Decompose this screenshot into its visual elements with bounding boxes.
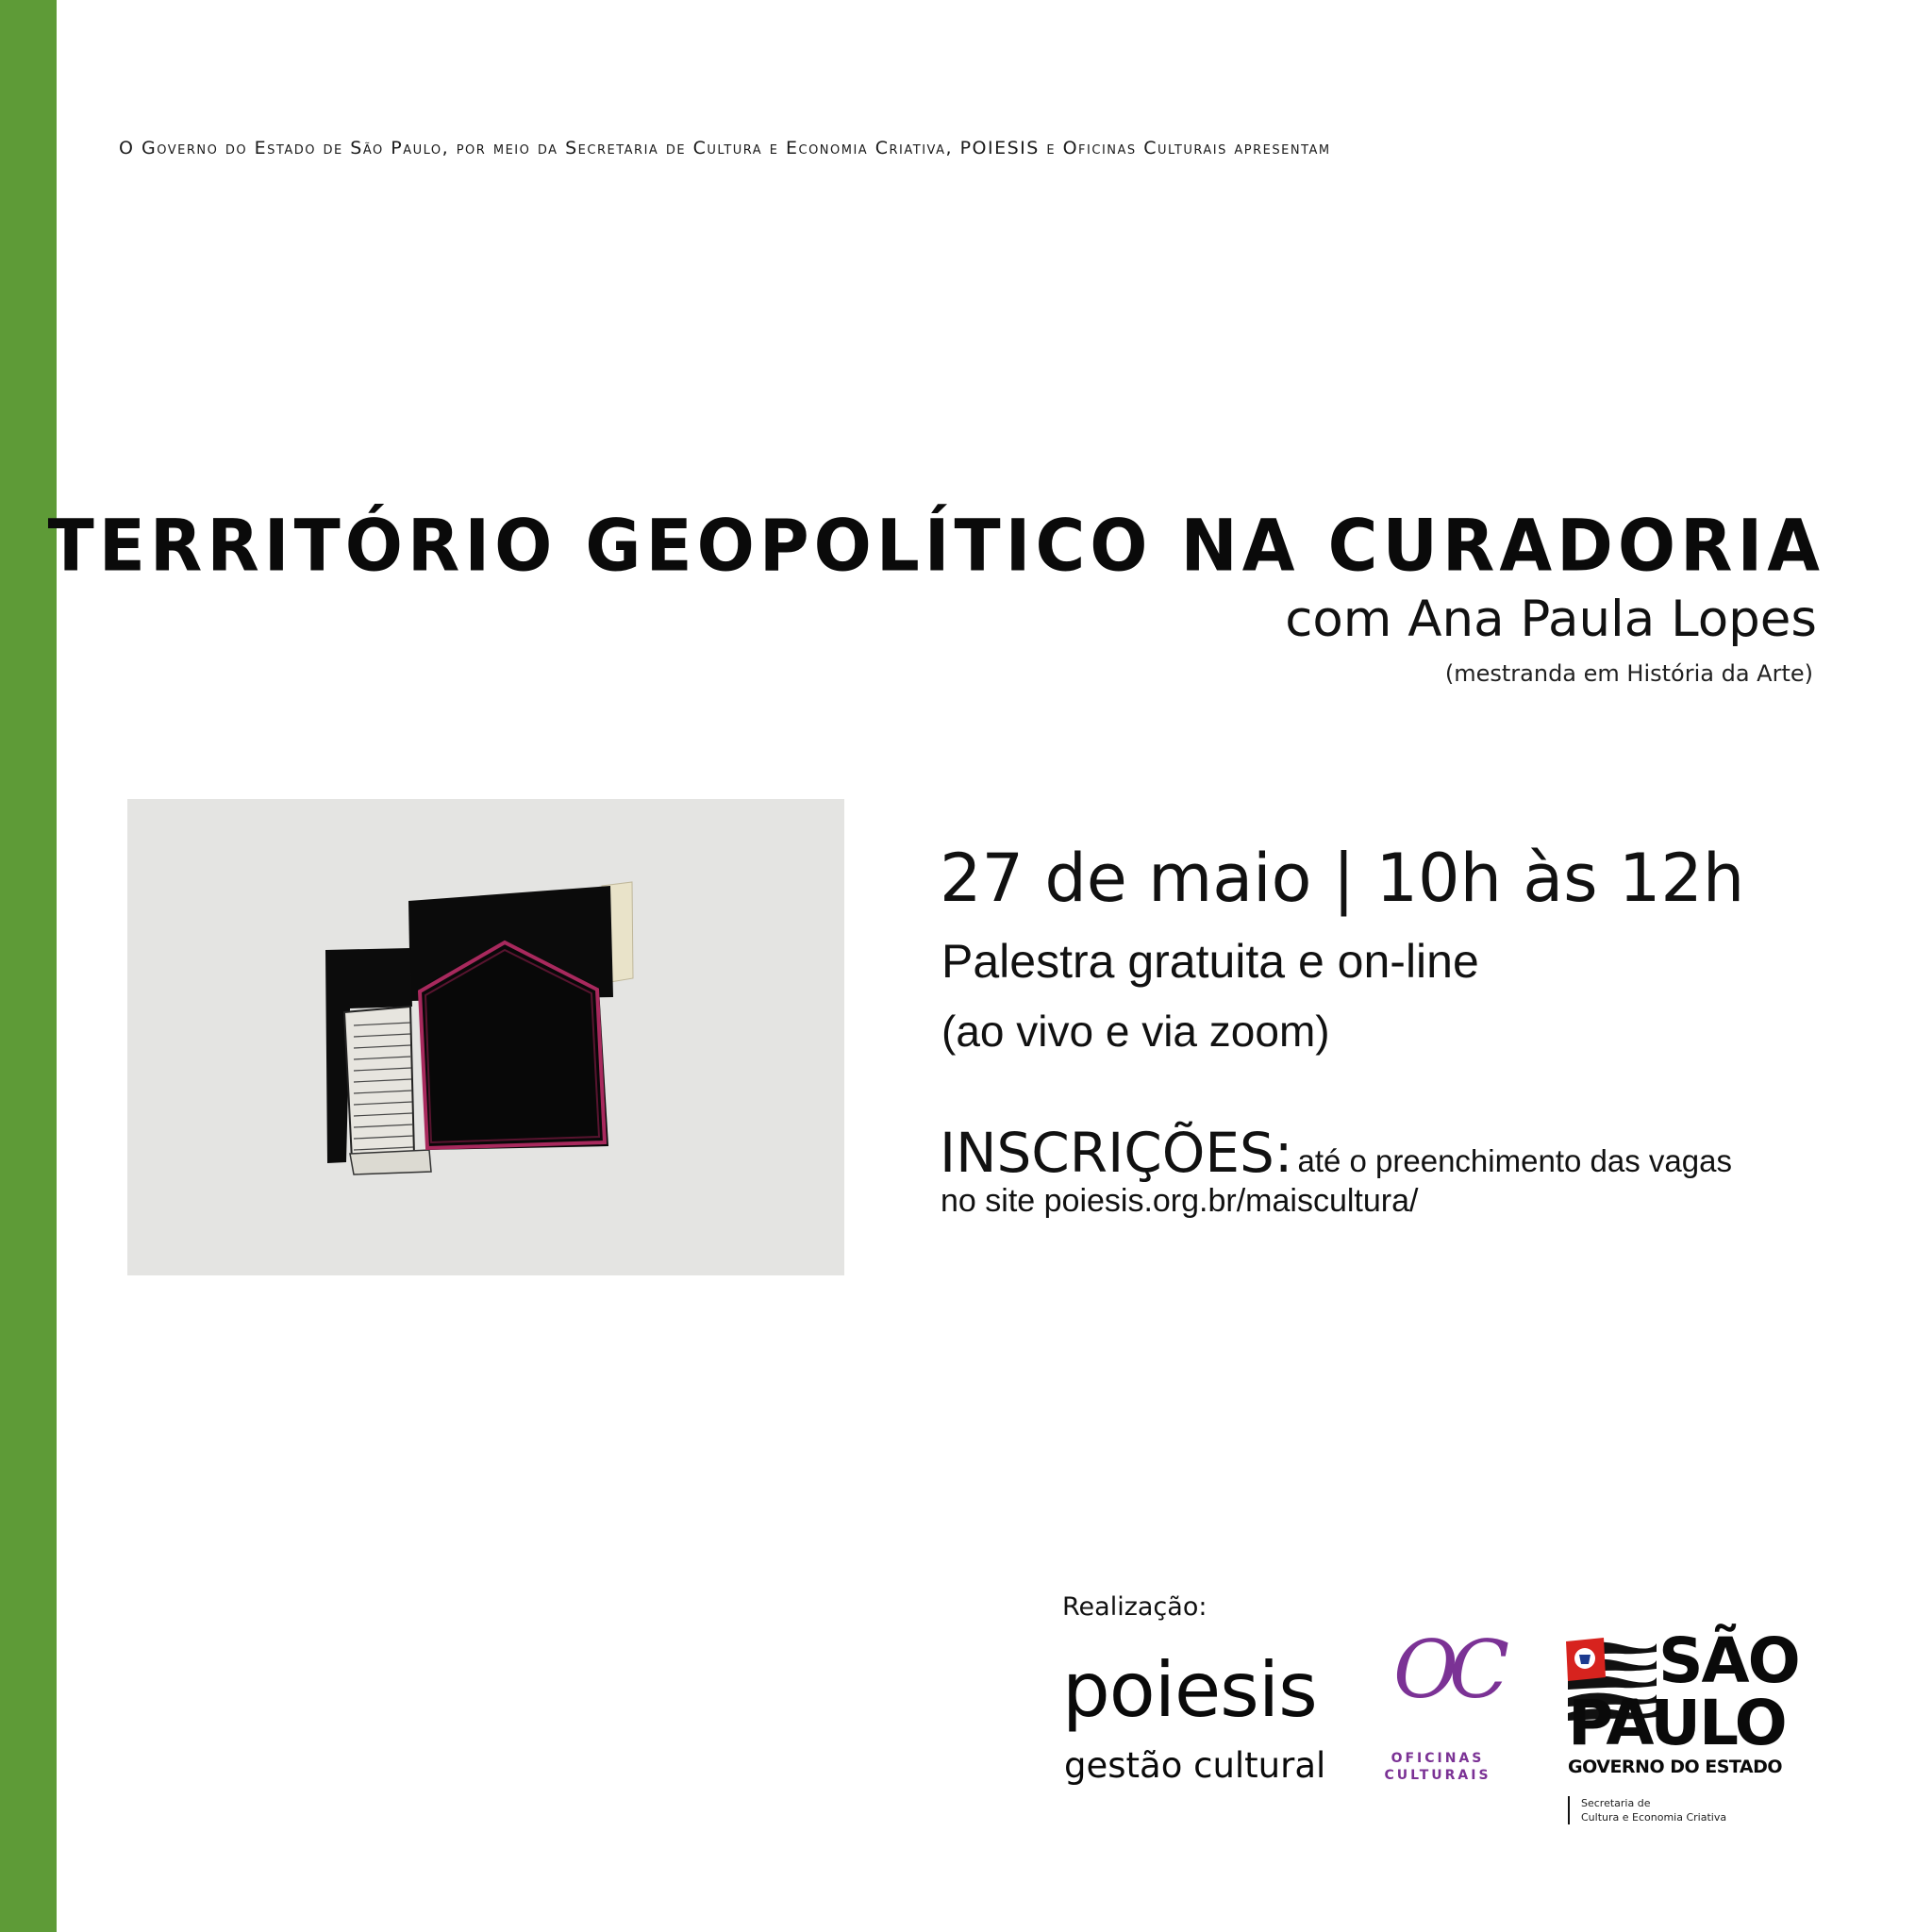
realizacao-label: Realização:	[1062, 1592, 1208, 1622]
event-title: TERRITÓRIO GEOPOLÍTICO NA CURADORIA	[47, 503, 1824, 588]
poiesis-logo-name: poiesis	[1062, 1646, 1317, 1734]
event-format: Palestra gratuita e on-line	[941, 935, 1479, 988]
poiesis-logo	[1062, 1646, 1345, 1786]
registration-text: até o preenchimento das vagas	[1297, 1143, 1732, 1178]
secretaria-caption	[1568, 1796, 1726, 1824]
oficinas-culturais-logo	[1382, 1624, 1501, 1790]
speaker-role: (mestranda em História da Arte)	[1444, 660, 1813, 687]
side-accent-bar	[0, 0, 57, 1932]
sao-paulo-logo-line1: SÃO	[1658, 1624, 1799, 1697]
sao-paulo-logo-line2: PAULO	[1568, 1687, 1786, 1759]
registration-label: INSCRIÇÕES:	[940, 1121, 1293, 1185]
event-date-time: 27 de maio | 10h às 12h	[940, 840, 1745, 917]
house-drawing-illustration	[127, 799, 844, 1275]
secretaria-line1: Secretaria de	[1581, 1797, 1651, 1809]
registration-site: no site poiesis.org.br/maiscultura/	[941, 1183, 1419, 1219]
oficinas-logo-line1: OFICINAS	[1391, 1751, 1485, 1766]
oficinas-logo-line2: CULTURAIS	[1384, 1768, 1491, 1783]
oc-monogram: OC	[1393, 1624, 1501, 1716]
intro-text: O Governo do Estado de São Paulo, por meio da Secretaria de Cultura e Economia Criativa, POIESIS e Oficinas Culturais apresentam	[119, 138, 1331, 158]
sao-paulo-logo-line3: GOVERNO DO ESTADO	[1568, 1757, 1783, 1777]
secretaria-line2: Cultura e Economia Criativa	[1581, 1811, 1727, 1824]
sao-paulo-government-logo	[1566, 1624, 1821, 1832]
artwork-image	[127, 799, 844, 1275]
event-format-note: (ao vivo e via zoom)	[941, 1007, 1330, 1056]
poiesis-logo-tagline: gestão cultural	[1064, 1745, 1326, 1786]
speaker-name: com Ana Paula Lopes	[1285, 591, 1817, 648]
registration-line	[940, 1121, 1732, 1185]
